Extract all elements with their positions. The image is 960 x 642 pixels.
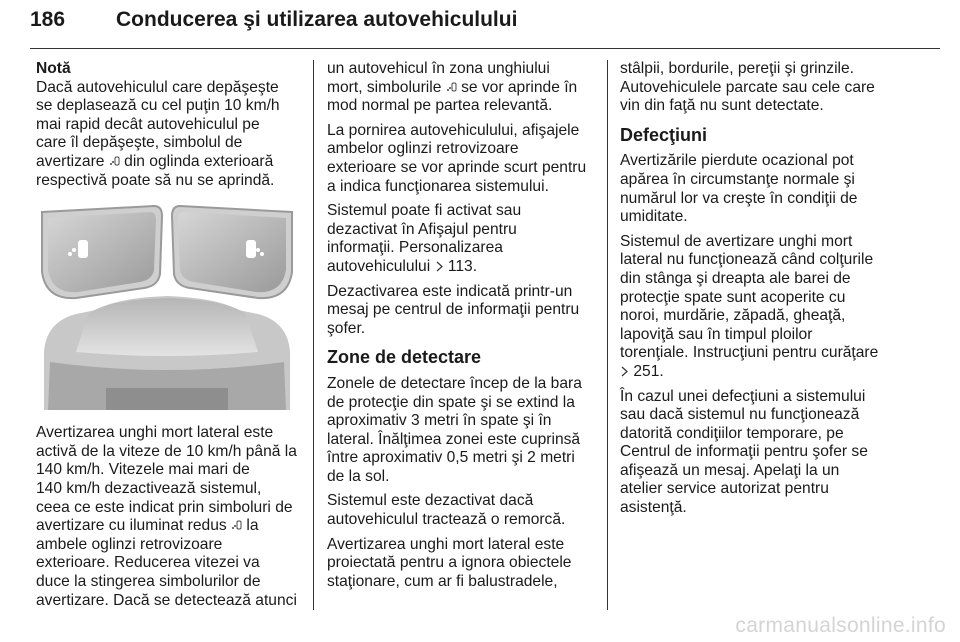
- paragraph: [327, 492, 595, 529]
- text-line: proiectată pentru a ignora obiectele: [327, 554, 572, 572]
- text-line: umiditate.: [620, 208, 688, 226]
- text-line: duce la stingerea simbolurilor de: [36, 572, 261, 590]
- text-line: un autovehicul în zona unghiului: [327, 60, 550, 77]
- mirror-illustration: [36, 202, 298, 410]
- text-line: lateral nu funcţionează când colţurile: [620, 251, 874, 269]
- text-line: 140 km/h. Vitezele mai mari de: [36, 461, 250, 479]
- column-divider: [313, 60, 314, 610]
- text-line: afişează un mesaj. Apelaţi la un: [620, 461, 840, 479]
- text-line: noroi, murdărie, zăpadă, gheaţă,: [620, 307, 846, 325]
- text-line: [327, 258, 595, 277]
- text-line: [327, 79, 595, 98]
- text-line: Dezactivarea este indicată printr-un: [327, 282, 573, 300]
- note-block: [36, 60, 304, 190]
- text-line: [36, 153, 304, 172]
- text-line: vin din faţă nu sunt detectate.: [620, 97, 824, 115]
- paragraph: [620, 388, 890, 518]
- text-line: ceea ce este indicat prin simboluri de: [36, 498, 293, 516]
- text-line: Zonele de detectare încep de la bara: [327, 374, 582, 392]
- column-divider: [607, 60, 608, 610]
- text-line: torenţiale. Instrucţiuni pentru curăţare: [620, 344, 879, 362]
- page-header: [30, 8, 938, 48]
- note-title: Notă: [36, 60, 71, 77]
- text-line: lateral. Înălţimea zonei este cuprinsă: [327, 430, 581, 448]
- column-left: [36, 60, 304, 616]
- watermark: carmanualsonline.info: [735, 614, 946, 637]
- text-line: informaţii. Personalizarea: [327, 239, 503, 257]
- text-line: Sistemul de avertizare unghi mort: [620, 232, 853, 250]
- section-heading: Zone de detectare: [327, 347, 482, 368]
- page-reference-arrow-icon: [435, 261, 444, 272]
- text-line: lapoviţă sau în timpul ploilor: [620, 325, 813, 343]
- text-line: Sistemul este dezactivat dacă: [327, 492, 534, 510]
- text-line: La pornirea autovehiculului, afişajele: [327, 121, 580, 139]
- text-line: între aproximativ 0,5 metri şi 2 metri: [327, 449, 575, 467]
- paragraph: [327, 536, 595, 592]
- paragraph: [620, 60, 890, 116]
- header-rule: [30, 48, 940, 49]
- text-line: a indica funcţionarea sistemului.: [327, 177, 549, 195]
- text-line: ambelor oglinzi retrovizoare: [327, 140, 519, 158]
- text-fragment: la: [246, 517, 259, 535]
- section-heading: Defecţiuni: [620, 124, 708, 145]
- text-line: Avertizarea unghi mort lateral este: [327, 535, 565, 553]
- text-line: În cazul unei defecţiuni a sistemului: [620, 387, 866, 405]
- text-line: aproximativ 3 metri în spate şi în: [327, 412, 552, 430]
- paragraph: [620, 233, 890, 382]
- text-line: Centrul de informaţii pentru şofer se: [620, 443, 868, 461]
- paragraph: [327, 122, 595, 196]
- text-line: Avertizările pierdute ocazional pot: [620, 152, 854, 170]
- text-fragment: din oglinda exterioară: [124, 152, 274, 170]
- text-line: Autovehiculele parcate sau cele care: [620, 78, 875, 96]
- text-line: sau dacă sistemul nu funcţionează: [620, 406, 860, 424]
- text-line: autovehiculul tractează o remorcă.: [327, 511, 566, 529]
- text-fragment: mort, simbolurile: [327, 78, 442, 96]
- text-line: stâlpii, bordurile, pereţii şi grinzile.: [620, 60, 855, 77]
- page-reference: 113.: [447, 257, 478, 275]
- page-reference: 251.: [633, 362, 664, 380]
- text-line: [36, 517, 304, 536]
- paragraph: [620, 152, 890, 226]
- text-line: staţionare, cum ar fi balustradele,: [327, 572, 558, 590]
- text-fragment: avertizare: [36, 152, 105, 170]
- text-line: de protecţie din spate şi se extind la: [327, 393, 575, 411]
- text-line: apărea în circumstanţe normale şi: [620, 170, 855, 188]
- text-line: protecţie spate sunt acoperite cu: [620, 288, 846, 306]
- text-line: Dacă autovehiculul care depăşeşte: [36, 78, 279, 96]
- text-line: din stânga şi dreapta ale barei de: [620, 269, 851, 287]
- paragraph: [327, 375, 595, 487]
- text-fragment: avertizare cu iluminat redus: [36, 517, 227, 535]
- text-line: numărul lor va creşte în condiţii de: [620, 189, 858, 207]
- text-line: mai rapid decât autovehiculul pe: [36, 115, 260, 133]
- text-line: Avertizarea unghi mort lateral este: [36, 424, 274, 442]
- text-fragment: se vor aprinde în: [461, 78, 578, 96]
- text-line: Sistemul poate fi activat sau: [327, 202, 522, 220]
- text-line: exterioare se vor aprinde scurt pentru: [327, 158, 587, 176]
- text-line: mod normal pe partea relevantă.: [327, 97, 553, 115]
- text-line: 140 km/h dezactivează sistemul,: [36, 479, 262, 497]
- text-line: exterioare. Reducerea vitezei va: [36, 554, 260, 572]
- blind-spot-warning-icon: [109, 155, 120, 167]
- text-line: atelier service autorizat pentru: [620, 480, 829, 498]
- column-middle: [327, 60, 595, 597]
- mirror-illustration-graphic: [36, 202, 298, 410]
- page-reference-arrow-icon: [620, 366, 629, 377]
- paragraph: [327, 202, 595, 276]
- text-line: ambele oglinzi retrovizoare: [36, 535, 223, 553]
- text-line: de la sol.: [327, 467, 390, 485]
- paragraph: [327, 60, 595, 116]
- text-fragment: autovehiculului: [327, 257, 431, 275]
- blind-spot-warning-icon: [446, 81, 457, 93]
- text-line: asistenţă.: [620, 499, 687, 517]
- text-line: respectivă poate să nu se aprindă.: [36, 171, 275, 189]
- text-line: şofer.: [327, 319, 366, 337]
- page-title: Conducerea şi utilizarea autovehiculului: [116, 8, 518, 31]
- text-line: se deplasează cu cel puţin 10 km/h: [36, 97, 280, 115]
- paragraph: [327, 283, 595, 339]
- text-line: care îl depăşeşte, simbolul de: [36, 134, 243, 152]
- text-line: activă de la viteze de 10 km/h până la: [36, 442, 297, 460]
- text-line: dezactivat în Afişajul pentru: [327, 220, 517, 238]
- blind-spot-warning-icon: [231, 519, 242, 531]
- text-line: datorită condiţiilor temporare, pe: [620, 424, 844, 442]
- text-line: [620, 363, 890, 382]
- paragraph: [36, 424, 304, 610]
- text-line: mesaj pe centrul de informaţii pentru: [327, 301, 580, 319]
- text-line: avertizare. Dacă se detectează atunci: [36, 591, 297, 609]
- column-right: [620, 60, 890, 524]
- page-number: 186: [30, 8, 66, 31]
